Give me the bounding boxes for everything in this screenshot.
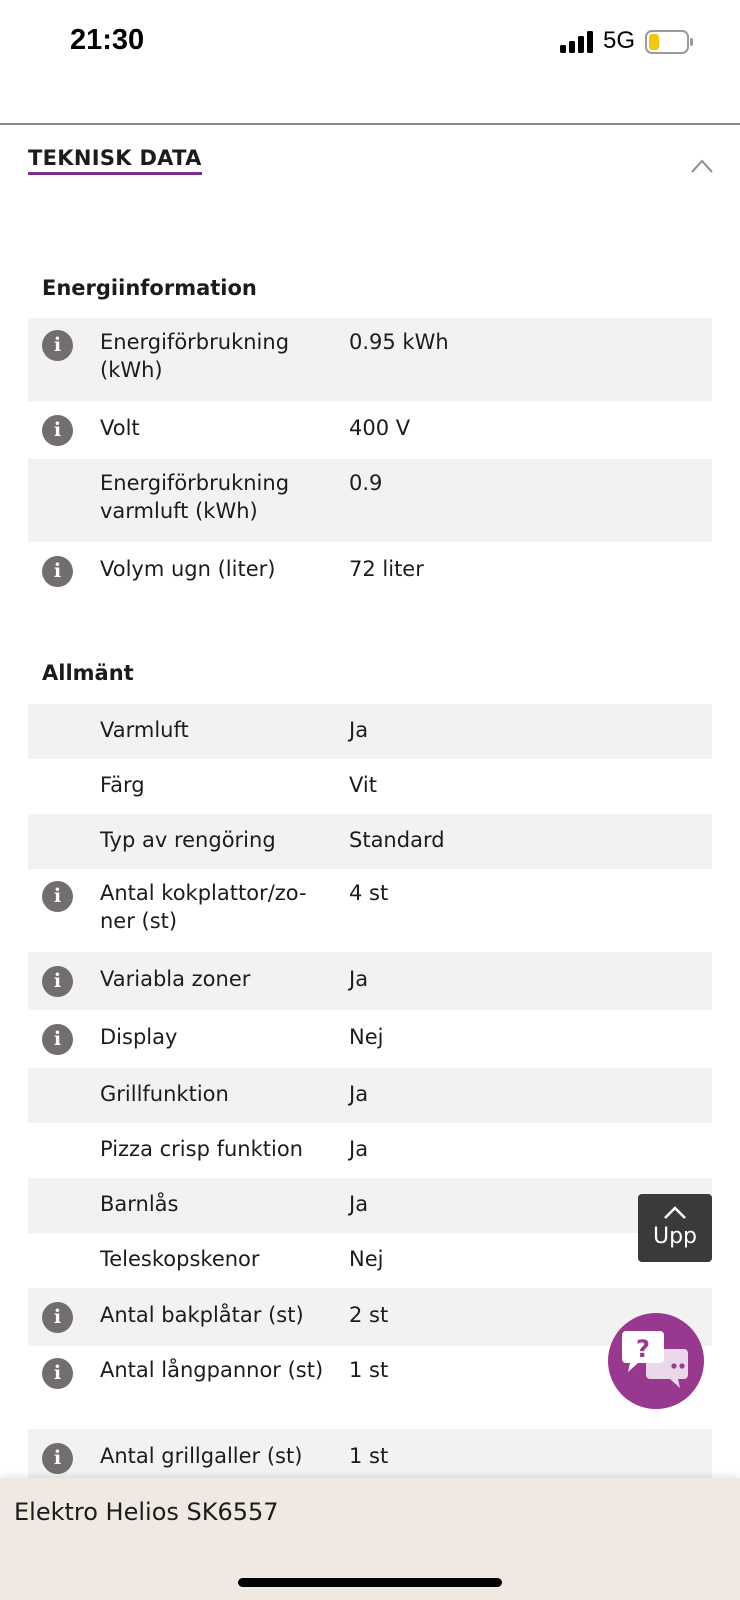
chevron-up-icon — [663, 1206, 687, 1220]
spec-label: Antal långpannor (st) — [100, 1358, 324, 1382]
spec-row — [28, 759, 712, 814]
spec-label: Volt — [100, 416, 140, 440]
spec-row — [28, 1068, 712, 1123]
spec-row — [28, 869, 712, 952]
spec-value: 400 V — [349, 416, 411, 440]
chevron-up-icon[interactable] — [690, 158, 714, 174]
chat-question-glyph: ? — [636, 1335, 650, 1363]
spec-value: Ja — [349, 1082, 369, 1106]
spec-label: Antal kokplattor/zo- ner (st) — [100, 881, 307, 933]
spec-row — [28, 814, 712, 869]
bottom-product-bar — [0, 1478, 740, 1600]
spec-label: Variabla zoner — [100, 967, 251, 991]
network-type: 5G — [603, 27, 636, 54]
group-title-allmant: Allmänt — [42, 661, 134, 685]
spec-value: Nej — [349, 1247, 384, 1271]
info-icon[interactable]: i — [42, 1358, 73, 1389]
spec-row — [28, 542, 712, 600]
chat-help-icon — [622, 1329, 690, 1391]
spec-label: Varmluft — [100, 718, 189, 742]
spec-value: Nej — [349, 1025, 384, 1049]
spec-value: 1 st — [349, 1358, 389, 1382]
spec-label: Volym ugn (liter) — [100, 557, 276, 581]
spec-value: 0.95 kWh — [349, 330, 449, 354]
scroll-up-button[interactable] — [638, 1194, 712, 1262]
spec-value: Ja — [349, 967, 369, 991]
spec-value: 72 liter — [349, 557, 424, 581]
group-title-energiinformation: Energiinformation — [42, 276, 257, 300]
spec-row — [28, 1010, 712, 1068]
chat-help-button[interactable] — [608, 1313, 704, 1409]
spec-row — [28, 704, 712, 759]
spec-row — [28, 318, 712, 401]
spec-value: 4 st — [349, 881, 389, 905]
spec-label: Grillfunktion — [100, 1082, 229, 1106]
spec-value: 2 st — [349, 1303, 389, 1327]
spec-label: Energiförbrukning varmluft (kWh) — [100, 471, 290, 523]
info-icon[interactable]: i — [42, 881, 73, 912]
spec-value: Standard — [349, 828, 445, 852]
spec-label: Energiförbrukning (kWh) — [100, 330, 290, 382]
spec-label: Typ av rengöring — [100, 828, 276, 852]
spec-label: Teleskopskenor — [100, 1247, 260, 1271]
status-bar — [0, 0, 740, 84]
home-indicator — [238, 1578, 502, 1587]
spec-value: 1 st — [349, 1444, 389, 1468]
spec-row — [28, 401, 712, 459]
product-name: Elektro Helios SK6557 — [14, 1498, 279, 1526]
info-icon[interactable]: i — [42, 556, 73, 587]
spec-label: Pizza crisp funktion — [100, 1137, 303, 1161]
info-icon[interactable]: i — [42, 1443, 73, 1474]
info-icon[interactable]: i — [42, 966, 73, 997]
header-divider — [0, 123, 740, 125]
signal-strength-icon — [560, 31, 596, 53]
spec-row — [28, 1233, 712, 1288]
spec-row — [28, 459, 712, 542]
spec-label: Antal bakplåtar (st) — [100, 1303, 304, 1327]
info-icon[interactable]: i — [42, 1024, 73, 1055]
spec-value: Ja — [349, 1137, 369, 1161]
spec-label: Antal grillgaller (st) — [100, 1444, 303, 1468]
spec-value: 0.9 — [349, 471, 383, 495]
spec-value: Ja — [349, 718, 369, 742]
info-icon[interactable]: i — [42, 330, 73, 361]
status-time: 21:30 — [70, 24, 145, 56]
section-title-teknisk-data[interactable]: TEKNISK DATA — [28, 146, 202, 175]
spec-row — [28, 1178, 712, 1233]
spec-row — [28, 1288, 712, 1346]
battery-icon — [645, 30, 695, 54]
info-icon[interactable]: i — [42, 415, 73, 446]
spec-label: Färg — [100, 773, 145, 797]
spec-row — [28, 1123, 712, 1178]
spec-row — [28, 952, 712, 1010]
info-icon[interactable]: i — [42, 1302, 73, 1333]
scroll-up-label: Upp — [652, 1224, 698, 1249]
spec-value: Vit — [349, 773, 377, 797]
spec-label: Barnlås — [100, 1192, 179, 1216]
spec-list-energiinformation — [28, 318, 712, 600]
spec-value: Ja — [349, 1192, 369, 1216]
spec-label: Display — [100, 1025, 178, 1049]
